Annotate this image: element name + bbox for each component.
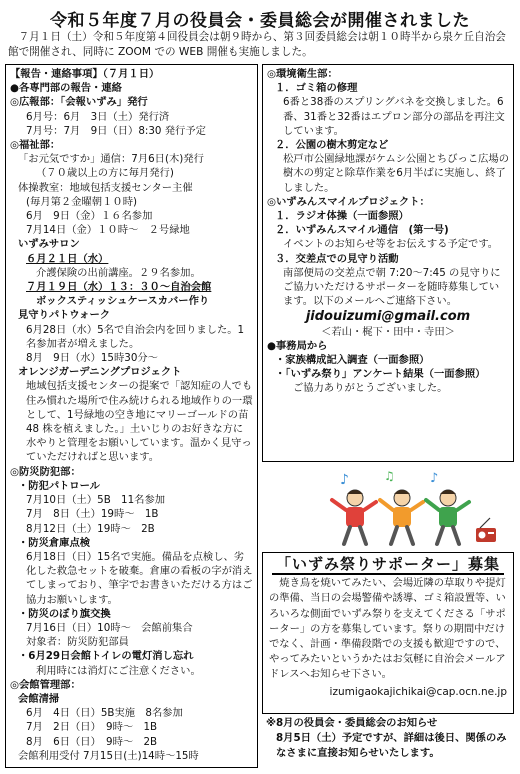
report-line: 6月18日（日）15名で実施。備品を点検し、劣化した救急セットを破棄。倉庫の看板の字が消えてしまっており、筆字でお書きいただける方はご協力お願いします。 bbox=[26, 550, 253, 606]
report-line: オレンジガーデニングプロジェクト bbox=[18, 366, 182, 379]
supporter-email[interactable]: izumigaokajichikai@cap.ocn.ne.jp bbox=[329, 685, 507, 698]
report-line: ７月１９日（水）１３：３０～自治会館 bbox=[26, 281, 212, 294]
svg-text:♫: ♫ bbox=[384, 470, 395, 483]
svg-text:♪: ♪ bbox=[430, 471, 439, 486]
report-line: 対象者：防災防犯部員 bbox=[26, 636, 129, 649]
report-line: ・6月29日会館トイレの電灯消し忘れ bbox=[18, 650, 194, 663]
report-column-right bbox=[262, 64, 514, 462]
supporter-recruitment-box bbox=[262, 552, 514, 714]
report-line: 8月12日（土）19時～ 2B bbox=[26, 522, 155, 535]
report-line: ◎防災防犯部： bbox=[10, 465, 81, 478]
report-line: ２．公園の樹木剪定など bbox=[275, 139, 389, 152]
report-line: (毎月第２金曜朝１０時) bbox=[26, 195, 138, 208]
music-note-icon bbox=[340, 470, 438, 488]
report-line: ◎福祉部： bbox=[10, 139, 61, 152]
intro-text: ７月１日（土）令和５年度第４回役員会は朝９時から、第３回委員総会は朝１０時半から泉ケ丘自治会館で開催され、同時に ZOOM での WEB 開催も実施しました。 bbox=[8, 31, 506, 58]
report-line: ・防犯パトロール bbox=[18, 479, 100, 492]
report-line: 6月 9日（金）１６名参加 bbox=[26, 210, 153, 223]
child-exercising-icon bbox=[426, 490, 469, 544]
report-line: 会館利用受付 7月15日(土)14時～15時 bbox=[18, 749, 199, 762]
report-column-left bbox=[5, 64, 258, 768]
report-line: イベントのお知らせ等をお伝えする予定です。 bbox=[283, 238, 499, 251]
report-line: 会館清掃 bbox=[18, 692, 60, 705]
report-line: 「お元気ですか」通信：7月6日(木)発行 bbox=[18, 153, 204, 166]
report-line: 7月 2日（日） 9時～ 1B bbox=[26, 721, 158, 734]
report-line: １．ゴミ箱の修理 bbox=[275, 82, 358, 95]
child-exercising-icon bbox=[332, 490, 376, 544]
report-line: ◎いずみんスマイルプロジェクト： bbox=[267, 195, 430, 208]
contact-names: ＜若山・梶下・田中・寺田＞ bbox=[321, 325, 455, 338]
report-line: 松戸市公園緑地課がケムシ公園とちびっこ広場の樹木の剪定と除草作業を6月半ばに実施し、終了しました。 bbox=[283, 153, 509, 194]
report-line: 6月号：6月 3日（土）発行済 bbox=[26, 110, 170, 123]
radio-exercise-illustration bbox=[320, 470, 500, 550]
report-line: 7月14日（金）１０時～ ２号緑地 bbox=[26, 224, 190, 237]
svg-text:♪: ♪ bbox=[340, 472, 349, 488]
report-line: 8月 6日（日） 9時～ 2B bbox=[26, 735, 158, 748]
report-line: 7月 8日（土）19時～ 1B bbox=[26, 508, 159, 521]
report-header: 【報告・連絡事項】（７月１日） bbox=[10, 68, 160, 80]
report-line: 6月 4日（日）5B実施 8名参加 bbox=[26, 707, 183, 720]
report-line: 見守りパトウォーク bbox=[18, 309, 111, 322]
report-line: 地域包括支援センターの提案で「認知症の人でも住み慣れた場所で住み続けられる地域作りの一環として、1号緑地の空き地にマリーゴールドの苗 48 株を植えました。」土いじりのお好きな方に水やりと管理をお願いしています。温かく見守っていただければと思います。 bbox=[26, 380, 253, 464]
report-line: ご協力ありがとうございました。 bbox=[293, 382, 448, 395]
august-meeting-notice bbox=[266, 716, 514, 761]
report-line: ・「いずみ祭り」アンケート結果（一面参照） bbox=[275, 368, 486, 381]
report-line: （７０歳以上の方に毎月発行) bbox=[36, 167, 174, 180]
contact-email: jidouizumi@gmail.com bbox=[305, 309, 471, 325]
report-line: いずみサロン bbox=[18, 238, 80, 251]
page-title: 令和５年度７月の役員会・委員総会が開催されました bbox=[50, 11, 470, 31]
report-line: 7月16日（日）10時～ 会館前集合 bbox=[26, 621, 193, 634]
report-line: ◎広報部：「会報いずみ」発行 bbox=[10, 96, 148, 109]
notice-title: ※8月の役員会・委員総会のお知らせ bbox=[266, 717, 438, 729]
report-line: ・家族構成記入調査（一面参照） bbox=[275, 354, 430, 367]
report-line: ・防災倉庫点検 bbox=[18, 536, 91, 549]
report-line: ２．いずみんスマイル通信 (第一号) bbox=[275, 224, 449, 237]
report-line: ・防災のぼり旗交換 bbox=[18, 607, 111, 620]
report-line: 8月 9日（水）15時30分～ bbox=[26, 352, 158, 365]
report-line: 6番と38番のスプリングバネを交換しました。6番、31番と32番はエプロン部分の部品を再注文しています。 bbox=[283, 96, 505, 137]
report-line: ６月２１日（水） bbox=[26, 252, 109, 265]
report-line: 体操教室：地域包括支援センター主催 bbox=[18, 181, 193, 194]
notice-body: 8月5日（土）予定ですが、詳細は後日、関係のみなさまに直接お知らせいたします。 bbox=[276, 732, 507, 759]
report-line: ◎会館管理部： bbox=[10, 678, 81, 691]
report-line: 7月号：7月 9日（日）8:30 発行予定 bbox=[26, 124, 206, 137]
report-line: １．ラジオ体操（一面参照） bbox=[275, 210, 409, 223]
radio-icon bbox=[476, 518, 496, 542]
report-line: ●事務局から bbox=[267, 339, 328, 352]
supporter-title: 「いずみ祭りサポーター」募集 bbox=[269, 557, 507, 572]
child-exercising-icon bbox=[380, 490, 423, 544]
report-line: 南部便局の交差点で朝 7:20～7:45 の見守りにご協力いただけるサポーターを随時募集しています。以下のメールへご連絡下さい。 bbox=[283, 266, 501, 308]
report-line: 利用時には消灯にご注意ください。 bbox=[36, 664, 201, 677]
report-line: ボックスティッシュケースカバー作り bbox=[36, 295, 210, 308]
supporter-body: 焼き鳥を焼いてみたい、会場近隣の草取りや提灯の準備、当日の会場警備や誘導、ゴミ箱設置等、いろいろな側面でいずみ祭りを支えてくださる「サポーター」の方を募集しています。祭りの期間中だけでなく、計画・準備段階での支援も歓迎ですので、やってみたいというかたはお気軽に自治会メールアドレスへお知らせ下さい。 bbox=[269, 577, 506, 681]
report-line: ●各専門部の報告・連絡 bbox=[10, 82, 122, 95]
report-line: ３．交差点での見守り活動 bbox=[275, 252, 399, 265]
report-line: 7月10日（土）5B 11名参加 bbox=[26, 494, 166, 507]
report-line: ◎環境衛生部： bbox=[267, 68, 338, 80]
report-line: 6月28日（水）5名で自治会内を回りました。1名参加者が増えました。 bbox=[26, 323, 245, 350]
report-line: 介護保険の出前講座。２９名参加。 bbox=[36, 266, 201, 279]
